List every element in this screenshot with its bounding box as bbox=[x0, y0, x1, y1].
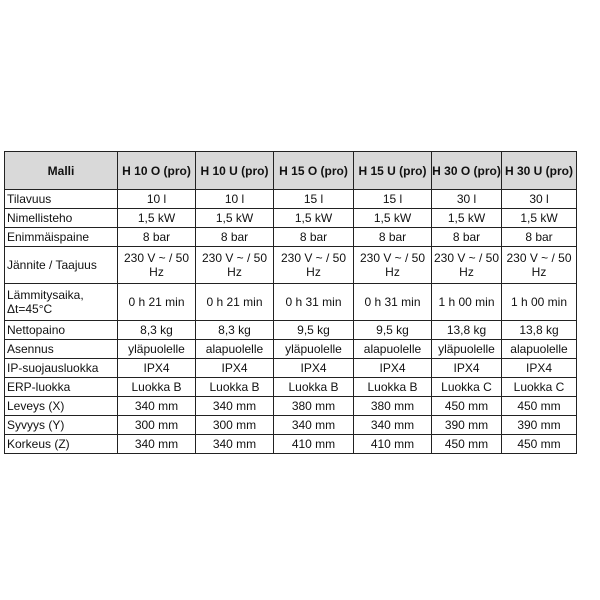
cell: 8 bar bbox=[274, 228, 354, 247]
cell: 450 mm bbox=[502, 435, 577, 454]
cell: 450 mm bbox=[432, 435, 502, 454]
cell: 30 l bbox=[432, 190, 502, 209]
cell: 8,3 kg bbox=[118, 321, 196, 340]
cell: 1,5 kW bbox=[196, 209, 274, 228]
header-h10u: H 10 U (pro) bbox=[196, 152, 274, 190]
cell: 410 mm bbox=[274, 435, 354, 454]
row-label: ERP-luokka bbox=[5, 378, 118, 397]
header-row bbox=[5, 152, 577, 190]
table-row bbox=[5, 340, 577, 359]
row-label: Enimmäispaine bbox=[5, 228, 118, 247]
cell: 380 mm bbox=[274, 397, 354, 416]
cell: IPX4 bbox=[354, 359, 432, 378]
cell: yläpuolelle bbox=[432, 340, 502, 359]
cell: yläpuolelle bbox=[274, 340, 354, 359]
cell: 0 h 21 min bbox=[118, 284, 196, 321]
table-row bbox=[5, 284, 577, 321]
table-row bbox=[5, 228, 577, 247]
header-h30o: H 30 O (pro) bbox=[432, 152, 502, 190]
cell: 8,3 kg bbox=[196, 321, 274, 340]
row-label: Korkeus (Z) bbox=[5, 435, 118, 454]
cell: Luokka B bbox=[274, 378, 354, 397]
cell: 340 mm bbox=[118, 397, 196, 416]
cell: 340 mm bbox=[118, 435, 196, 454]
cell: 1,5 kW bbox=[118, 209, 196, 228]
table-row bbox=[5, 321, 577, 340]
cell: 10 l bbox=[196, 190, 274, 209]
table-row bbox=[5, 359, 577, 378]
header-h30u: H 30 U (pro) bbox=[502, 152, 577, 190]
cell: yläpuolelle bbox=[118, 340, 196, 359]
cell: Luokka C bbox=[432, 378, 502, 397]
cell: 9,5 kg bbox=[354, 321, 432, 340]
table-row bbox=[5, 397, 577, 416]
header-h10o: H 10 O (pro) bbox=[118, 152, 196, 190]
cell: 13,8 kg bbox=[432, 321, 502, 340]
table-row bbox=[5, 378, 577, 397]
cell: 9,5 kg bbox=[274, 321, 354, 340]
cell: 1,5 kW bbox=[502, 209, 577, 228]
cell: 0 h 31 min bbox=[354, 284, 432, 321]
row-label: Syvyys (Y) bbox=[5, 416, 118, 435]
cell: 230 V ~ / 50 Hz bbox=[502, 247, 577, 284]
row-label: Leveys (X) bbox=[5, 397, 118, 416]
cell: 13,8 kg bbox=[502, 321, 577, 340]
table-row bbox=[5, 209, 577, 228]
cell: IPX4 bbox=[432, 359, 502, 378]
cell: 1,5 kW bbox=[274, 209, 354, 228]
cell: 230 V ~ / 50 Hz bbox=[354, 247, 432, 284]
cell: 390 mm bbox=[432, 416, 502, 435]
cell: 340 mm bbox=[274, 416, 354, 435]
table-row bbox=[5, 435, 577, 454]
cell: 15 l bbox=[274, 190, 354, 209]
cell: Luokka B bbox=[196, 378, 274, 397]
header-h15o: H 15 O (pro) bbox=[274, 152, 354, 190]
row-label: IP-suojausluokka bbox=[5, 359, 118, 378]
cell: 230 V ~ / 50 Hz bbox=[118, 247, 196, 284]
cell: Luokka C bbox=[502, 378, 577, 397]
cell: alapuolelle bbox=[502, 340, 577, 359]
cell: 340 mm bbox=[196, 435, 274, 454]
cell: 230 V ~ / 50 Hz bbox=[196, 247, 274, 284]
header-model: Malli bbox=[5, 152, 118, 190]
cell: 300 mm bbox=[118, 416, 196, 435]
table-row bbox=[5, 247, 577, 284]
cell: 8 bar bbox=[432, 228, 502, 247]
row-label: Jännite / Taajuus bbox=[5, 247, 118, 284]
row-label: Nettopaino bbox=[5, 321, 118, 340]
row-label: Lämmitysaika, Δt=45°C bbox=[5, 284, 118, 321]
cell: IPX4 bbox=[196, 359, 274, 378]
cell: 340 mm bbox=[354, 416, 432, 435]
cell: 0 h 21 min bbox=[196, 284, 274, 321]
cell: 450 mm bbox=[432, 397, 502, 416]
table-row bbox=[5, 190, 577, 209]
row-label: Nimellisteho bbox=[5, 209, 118, 228]
cell: 1 h 00 min bbox=[432, 284, 502, 321]
cell: 8 bar bbox=[196, 228, 274, 247]
cell: 1 h 00 min bbox=[502, 284, 577, 321]
header-h15u: H 15 U (pro) bbox=[354, 152, 432, 190]
cell: 15 l bbox=[354, 190, 432, 209]
cell: 0 h 31 min bbox=[274, 284, 354, 321]
cell: 10 l bbox=[118, 190, 196, 209]
cell: 300 mm bbox=[196, 416, 274, 435]
cell: IPX4 bbox=[502, 359, 577, 378]
cell: Luokka B bbox=[354, 378, 432, 397]
cell: alapuolelle bbox=[196, 340, 274, 359]
spec-table bbox=[4, 151, 577, 454]
cell: Luokka B bbox=[118, 378, 196, 397]
cell: 30 l bbox=[502, 190, 577, 209]
cell: alapuolelle bbox=[354, 340, 432, 359]
cell: IPX4 bbox=[118, 359, 196, 378]
cell: 340 mm bbox=[196, 397, 274, 416]
spec-table-wrapper bbox=[4, 151, 577, 454]
cell: 380 mm bbox=[354, 397, 432, 416]
cell: 230 V ~ / 50 Hz bbox=[432, 247, 502, 284]
row-label: Tilavuus bbox=[5, 190, 118, 209]
cell: 410 mm bbox=[354, 435, 432, 454]
row-label: Asennus bbox=[5, 340, 118, 359]
cell: 230 V ~ / 50 Hz bbox=[274, 247, 354, 284]
cell: 450 mm bbox=[502, 397, 577, 416]
table-row bbox=[5, 416, 577, 435]
cell: 8 bar bbox=[354, 228, 432, 247]
cell: 8 bar bbox=[118, 228, 196, 247]
cell: 8 bar bbox=[502, 228, 577, 247]
cell: 1,5 kW bbox=[432, 209, 502, 228]
cell: 1,5 kW bbox=[354, 209, 432, 228]
cell: 390 mm bbox=[502, 416, 577, 435]
cell: IPX4 bbox=[274, 359, 354, 378]
